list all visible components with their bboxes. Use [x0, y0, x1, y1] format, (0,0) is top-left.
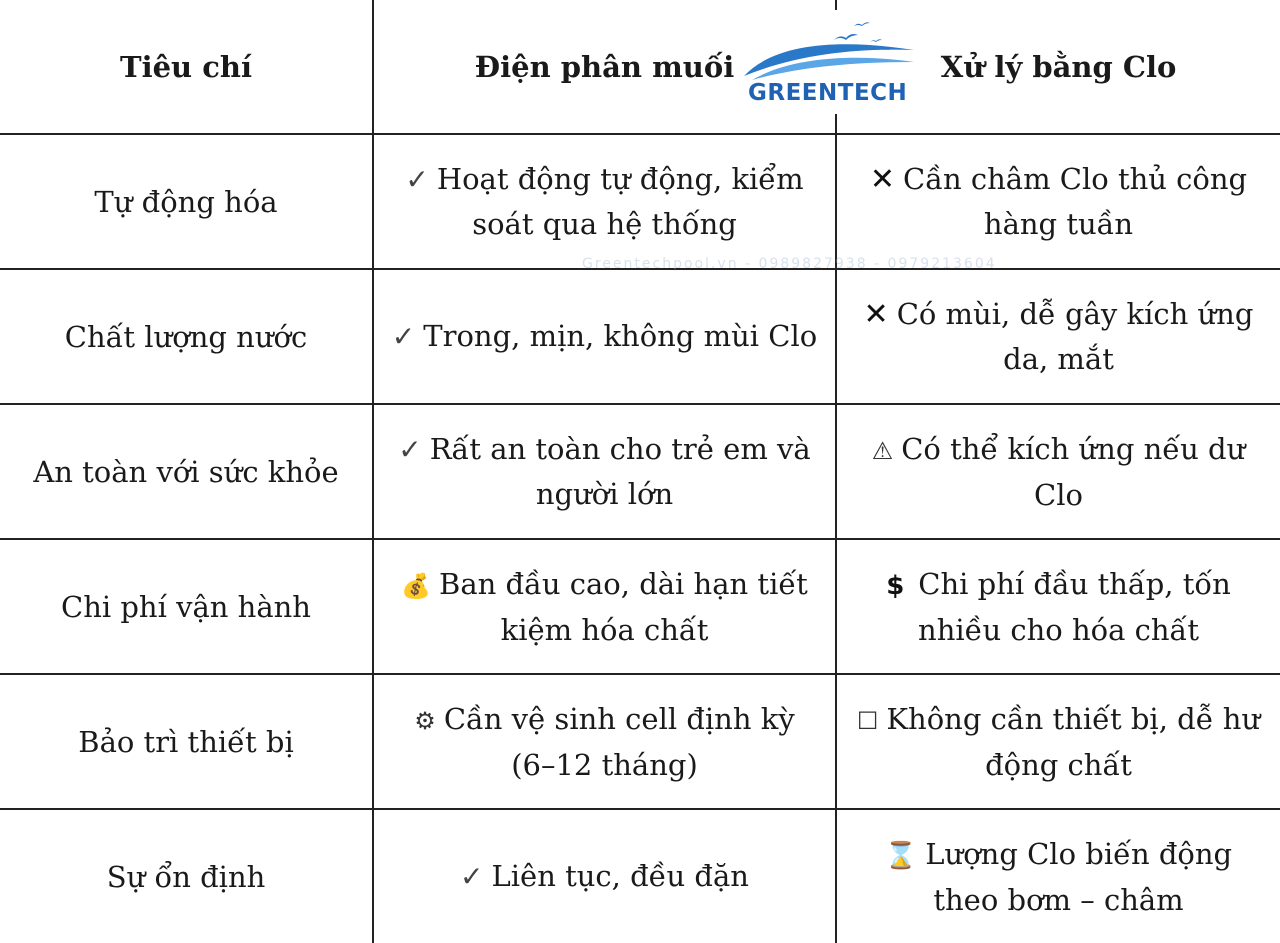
chlorine-cell: [836, 809, 1280, 943]
dollar-icon: $: [886, 570, 905, 601]
criterion-cell: Chất lượng nước: [0, 269, 373, 404]
table-row: [0, 539, 1280, 674]
chlorine-cell: [836, 539, 1280, 674]
greentech-logo: [738, 10, 920, 114]
chlorine-text: Có thể kích ứng nếu dư Clo: [901, 431, 1246, 512]
money-bag-icon: 💰: [401, 571, 432, 600]
table-row: [0, 674, 1280, 809]
check-icon: ✓: [460, 860, 484, 893]
criterion-cell: Sự ổn định: [0, 809, 373, 943]
chlorine-cell: [836, 404, 1280, 539]
check-icon: ✓: [398, 433, 422, 466]
criterion-cell: An toàn với sức khỏe: [0, 404, 373, 539]
salt-text: Liên tục, đều đặn: [491, 859, 749, 893]
table-row: [0, 134, 1280, 269]
box-icon: ☐: [856, 706, 879, 735]
criterion-cell: Tự động hóa: [0, 134, 373, 269]
salt-cell: [373, 404, 836, 539]
header-criterion: Tiêu chí: [0, 0, 373, 134]
salt-text: Rất an toàn cho trẻ em và người lớn: [429, 432, 811, 511]
hourglass-icon: ⌛: [884, 840, 918, 871]
table-row: [0, 404, 1280, 539]
check-icon: ✓: [391, 320, 416, 353]
salt-text: Ban đầu cao, dài hạn tiết kiệm hóa chất: [439, 566, 808, 647]
salt-cell: [373, 134, 836, 269]
salt-cell: [373, 269, 836, 404]
header-chlorine: Xử lý bằng Clo: [836, 0, 1280, 134]
salt-text: Hoạt động tự động, kiểm soát qua hệ thống: [436, 162, 804, 241]
chlorine-cell: [836, 134, 1280, 269]
criterion-cell: Chi phí vận hành: [0, 539, 373, 674]
cross-icon: ✕: [869, 162, 896, 197]
check-icon: ✓: [405, 163, 429, 196]
gear-icon: ⚙: [414, 706, 436, 735]
table-row: [0, 809, 1280, 943]
chlorine-text: Lượng Clo biến động theo bơm – châm: [925, 836, 1233, 917]
salt-cell: [373, 674, 836, 809]
chlorine-cell: [836, 269, 1280, 404]
chlorine-text: Chi phí đầu thấp, tốn nhiều cho hóa chất: [918, 566, 1231, 647]
header-row: [0, 0, 1280, 134]
chlorine-text: Không cần thiết bị, dễ hư động chất: [886, 701, 1261, 782]
header-salt: Điện phân muối: [373, 0, 836, 134]
cross-icon: ✕: [863, 297, 889, 332]
logo-text: GREENTECH: [748, 80, 908, 106]
chlorine-cell: [836, 674, 1280, 809]
chlorine-text: Có mùi, dễ gây kích ứng da, mắt: [896, 297, 1254, 376]
table-row: [0, 269, 1280, 404]
watermark: Greentechpool.vn - 0989827938 - 0979213604: [582, 256, 997, 272]
salt-cell: [373, 539, 836, 674]
salt-cell: [373, 809, 836, 943]
salt-text: Trong, mịn, không mùi Clo: [423, 319, 818, 353]
warning-icon: ⚠: [871, 436, 894, 465]
chlorine-text: Cần châm Clo thủ công hàng tuần: [903, 162, 1248, 241]
salt-text: Cần vệ sinh cell định kỳ (6–12 tháng): [443, 701, 795, 782]
criterion-cell: Bảo trì thiết bị: [0, 674, 373, 809]
